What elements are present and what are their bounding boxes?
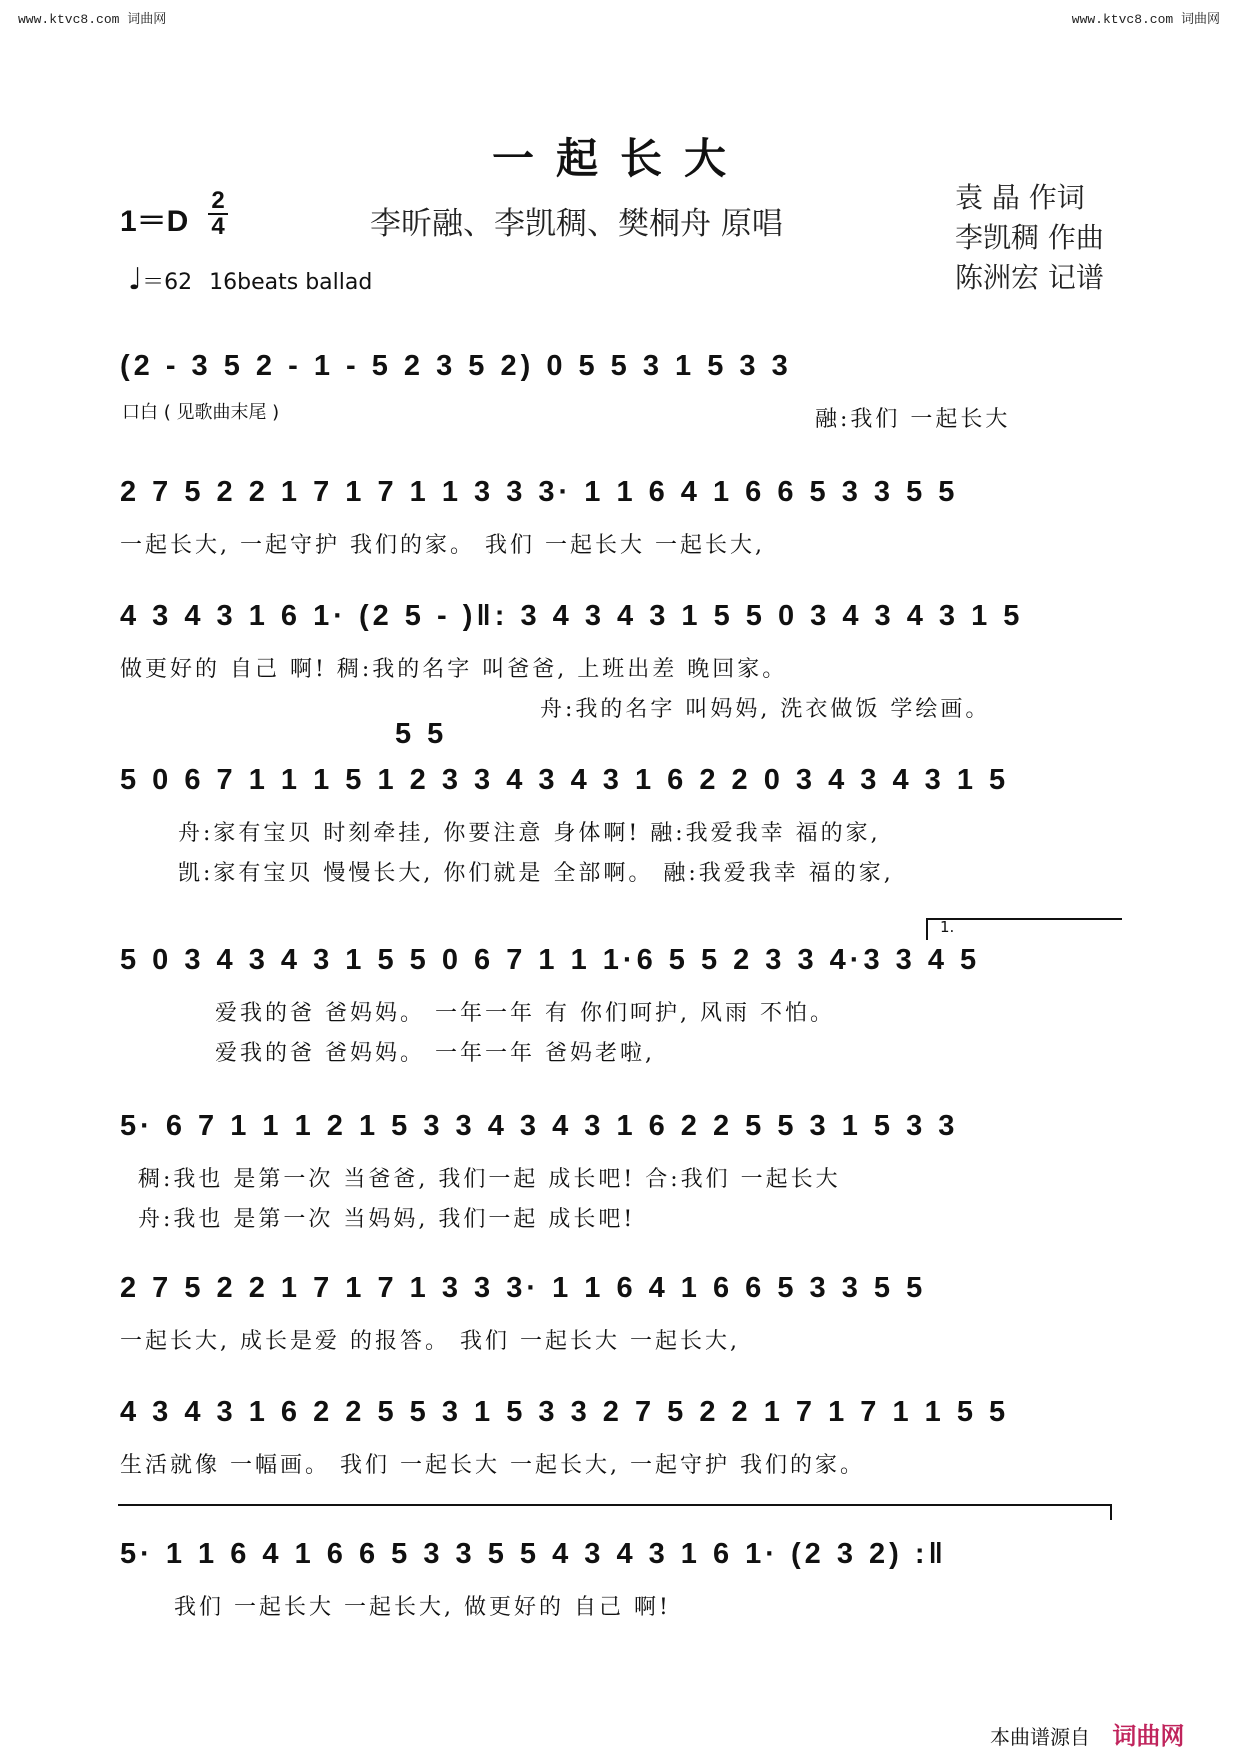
lyric-line: 稠:我也 是第一次 当爸爸, 我们一起 成长吧! 合:我们 一起长大: [138, 1167, 841, 1192]
composer-credit: 李凯稠 作曲: [955, 221, 1104, 254]
score-system-5: [120, 918, 1120, 1074]
score-system-7: [120, 1272, 1120, 1362]
lyric-line: 生活就像 一幅画。 我们 一起长大 一起长大, 一起守护 我们的家。: [120, 1453, 865, 1478]
ending-bracket: [118, 1504, 1112, 1520]
tune-line: (2 - 3 5 2 - 1 - 5 2 3 5 2) 0 5 5 3 1 5 3 3: [120, 350, 792, 382]
transcriber-credit: 陈洲宏 记谱: [955, 261, 1104, 294]
lyric-line: 舟:我的名字 叫妈妈, 洗衣做饭 学绘画。: [540, 697, 991, 722]
volta-bracket: [926, 918, 1122, 940]
tune-line: 4 3 4 3 1 6 1· (2 5 - )‖: 3 4 3 4 3 1 5 5 0 3 4 3 4 3 1 5: [120, 600, 1024, 632]
tempo-marking: [128, 262, 372, 297]
lyric-line: 我们 一起长大 一起长大, 做更好的 自己 啊!: [174, 1595, 671, 1620]
lyric-line: 舟:家有宝贝 时刻牵挂, 你要注意 身体啊! 融:我爱我幸 福的家,: [178, 821, 881, 846]
tune-line: 5· 1 1 6 4 1 6 6 5 3 3 5 5 4 3 4 3 1 6 1· (2 3 2) :‖: [120, 1538, 947, 1570]
volta-label: 1.: [940, 918, 955, 936]
lyric-line: 做更好的 自己 啊! 稠:我的名字 叫爸爸, 上班出差 晚回家。: [120, 657, 788, 682]
score-system-2: [120, 476, 1120, 566]
tune-line: 2 7 5 2 2 1 7 1 7 1 3 3 3· 1 1 6 4 1 6 6 5 3 3 5 5: [120, 1272, 927, 1304]
tempo-value: ＝62: [142, 270, 193, 295]
tune-line: 4 3 4 3 1 6 2 2 5 5 3 1 5 3 3 2 7 5 2 2 1 7 1 7 1 1 5 5: [120, 1396, 1010, 1428]
tune-line: 5 0 3 4 3 4 3 1 5 5 0 6 7 1 1 1·6 5 5 2 3 3 4·3 3 4 5: [120, 944, 981, 976]
time-signature-top: 2: [211, 187, 225, 214]
lyric-line: 爱我的爸 爸妈妈。 一年一年 爸妈老啦,: [215, 1041, 655, 1066]
lyric-line: 口白 ( 见歌曲末尾 ): [122, 402, 280, 423]
lyric-line: 融:我们 一起长大: [815, 407, 1011, 432]
footer-brand-link[interactable]: 词曲网: [1112, 1722, 1185, 1750]
footer-source-text: 本曲谱源自: [990, 1725, 1090, 1749]
song-title: 一起长大: [491, 134, 748, 183]
tune-line: 2 7 5 2 2 1 7 1 7 1 1 3 3 3· 1 1 6 4 1 6 6 5 3 3 5 5: [120, 476, 959, 508]
tune-line: 5· 6 7 1 1 1 2 1 5 3 3 4 3 4 3 1 6 2 2 5 5 3 1 5 3 3: [120, 1110, 959, 1142]
time-signature-bottom: 4: [211, 213, 225, 240]
style-label: 16beats ballad: [209, 270, 373, 295]
lyric-line: 一起长大, 一起守护 我们的家。 我们 一起长大 一起长大,: [120, 533, 765, 558]
score-system-3: [120, 600, 1120, 730]
score-system-8: [120, 1396, 1120, 1486]
tune-upper-voice: 5 5: [395, 718, 448, 750]
time-signature: [206, 187, 230, 240]
tune-line: 5 0 6 7 1 1 1 5 1 2 3 3 4 3 4 3 1 6 2 2 0 3 4 3 4 3 1 5: [120, 764, 1010, 796]
lyric-line: 一起长大, 成长是爱 的报答。 我们 一起长大 一起长大,: [120, 1329, 740, 1354]
score-system-1: [120, 350, 1120, 440]
lyric-line: 凯:家有宝贝 慢慢长大, 你们就是 全部啊。 融:我爱我幸 福的家,: [178, 861, 894, 886]
footer-source: [990, 1716, 1184, 1751]
original-singers: 李昕融、李凯稠、樊桐舟 原唱: [370, 206, 783, 242]
lyric-line: 舟:我也 是第一次 当妈妈, 我们一起 成长吧!: [138, 1207, 636, 1232]
score-system-9: [120, 1538, 1120, 1628]
score-system-4: [120, 718, 1120, 894]
watermark-left: www.ktvc8.com 词曲网: [18, 12, 167, 27]
watermark-right: www.ktvc8.com 词曲网: [1071, 12, 1220, 27]
lyricist-credit: 袁 晶 作词: [955, 181, 1085, 214]
lyric-line: 爱我的爸 爸妈妈。 一年一年 有 你们呵护, 风雨 不怕。: [215, 1001, 835, 1026]
score-system-6: [120, 1110, 1120, 1240]
quarter-note-icon: ♩: [128, 262, 143, 297]
key-signature: 1＝D: [120, 205, 189, 238]
